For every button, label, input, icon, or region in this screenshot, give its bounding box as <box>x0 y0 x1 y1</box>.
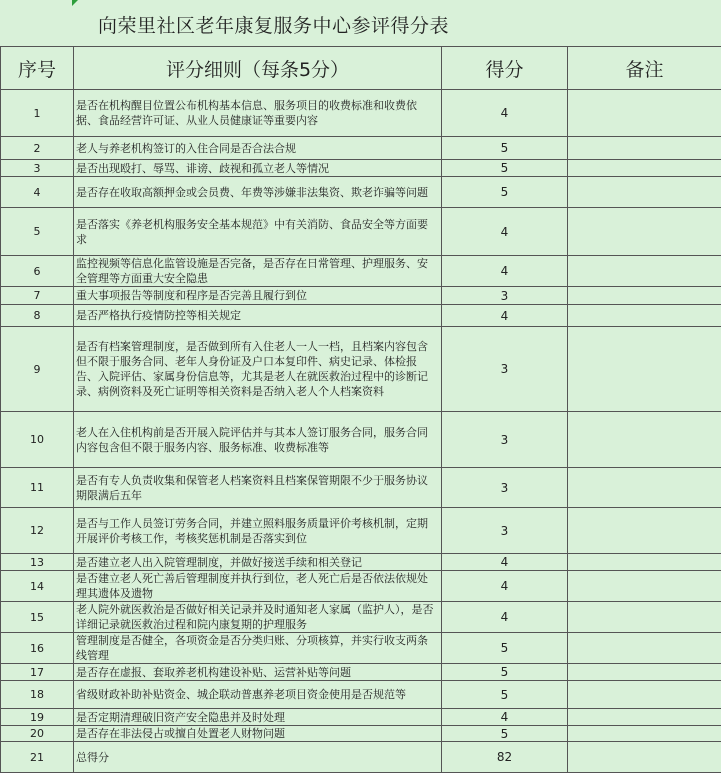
row-criteria[interactable]: 是否存在非法侵占或擅自处置老人财物问题 <box>74 726 442 742</box>
row-note[interactable] <box>568 554 721 571</box>
table-row <box>1 508 721 554</box>
table-row <box>1 468 721 508</box>
row-note[interactable] <box>568 137 721 160</box>
row-note[interactable] <box>568 287 721 305</box>
score-rows <box>1 90 721 773</box>
table-row <box>1 287 721 305</box>
row-note[interactable] <box>568 633 721 664</box>
table-row <box>1 327 721 412</box>
row-score[interactable]: 3 <box>442 468 568 508</box>
row-index[interactable]: 14 <box>1 571 74 602</box>
row-score[interactable]: 4 <box>442 554 568 571</box>
row-score[interactable]: 4 <box>442 90 568 137</box>
row-index[interactable]: 4 <box>1 177 74 208</box>
row-index[interactable]: 11 <box>1 468 74 508</box>
row-note[interactable] <box>568 664 721 681</box>
row-criteria[interactable]: 是否与工作人员签订劳务合同，并建立照料服务质量评价考核机制，定期开展评价考核工作，考核奖惩机制是否落实到位 <box>74 508 442 554</box>
row-score[interactable]: 3 <box>442 327 568 412</box>
row-score[interactable]: 5 <box>442 177 568 208</box>
row-score[interactable]: 3 <box>442 412 568 468</box>
row-score[interactable]: 5 <box>442 664 568 681</box>
row-criteria[interactable]: 老人与养老机构签订的入住合同是否合法合规 <box>74 137 442 160</box>
row-index[interactable]: 16 <box>1 633 74 664</box>
row-score[interactable]: 5 <box>442 633 568 664</box>
row-criteria[interactable]: 老人院外就医救治是否做好相关记录并及时通知老人家属（监护人），是否详细记录就医救治过程和院内康复期的护理服务 <box>74 602 442 633</box>
row-index[interactable]: 13 <box>1 554 74 571</box>
row-note[interactable] <box>568 208 721 256</box>
row-index[interactable]: 18 <box>1 681 74 709</box>
row-index[interactable]: 8 <box>1 305 74 327</box>
row-index[interactable]: 7 <box>1 287 74 305</box>
row-criteria[interactable]: 是否存在收取高额押金或会员费、年费等涉嫌非法集资、欺老诈骗等问题 <box>74 177 442 208</box>
row-index[interactable]: 17 <box>1 664 74 681</box>
row-index[interactable]: 12 <box>1 508 74 554</box>
row-criteria[interactable]: 是否落实《养老机构服务安全基本规范》中有关消防、食品安全等方面要求 <box>74 208 442 256</box>
row-score[interactable]: 4 <box>442 709 568 726</box>
row-index[interactable]: 10 <box>1 412 74 468</box>
row-index[interactable]: 19 <box>1 709 74 726</box>
table-row <box>1 256 721 287</box>
table-row <box>1 571 721 602</box>
row-criteria[interactable]: 是否有档案管理制度，是否做到所有入住老人一人一档，且档案内容包含但不限于服务合同、老年人身份证及户口本复印件、病史记录、体检报告、入院评估、家属身份信息等，尤其是老人在就医救治过程中的诊断记录、病例资料及死亡证明等相关资料是否纳入老人个人档案资料 <box>74 327 442 412</box>
row-score[interactable]: 4 <box>442 208 568 256</box>
row-score[interactable]: 5 <box>442 137 568 160</box>
row-criteria[interactable]: 是否有专人负责收集和保管老人档案资料且档案保管期限不少于服务协议期限满后五年 <box>74 468 442 508</box>
row-note[interactable] <box>568 160 721 177</box>
row-score[interactable]: 3 <box>442 287 568 305</box>
row-note[interactable] <box>568 742 721 773</box>
row-index[interactable]: 15 <box>1 602 74 633</box>
header-score: 得分 <box>442 47 568 90</box>
cell-indicator-icon <box>72 0 78 6</box>
table-row <box>1 709 721 726</box>
row-index[interactable]: 5 <box>1 208 74 256</box>
row-criteria[interactable]: 管理制度是否健全，各项资金是否分类归账、分项核算，并实行收支两条线管理 <box>74 633 442 664</box>
row-score[interactable]: 5 <box>442 726 568 742</box>
sheet-title: 向荣里社区老年康复服务中心参评得分表 <box>98 15 450 37</box>
table-row <box>1 90 721 137</box>
row-index[interactable]: 3 <box>1 160 74 177</box>
row-criteria[interactable]: 总得分 <box>74 742 442 773</box>
row-score[interactable]: 4 <box>442 256 568 287</box>
row-note[interactable] <box>568 468 721 508</box>
row-criteria[interactable]: 是否建立老人死亡善后管理制度并执行到位，老人死亡后是否依法依规处理其遗体及遗物 <box>74 571 442 602</box>
table-row <box>1 412 721 468</box>
row-note[interactable] <box>568 602 721 633</box>
row-note[interactable] <box>568 571 721 602</box>
header-note: 备注 <box>568 47 721 90</box>
table-row <box>1 208 721 256</box>
row-criteria[interactable]: 重大事项报告等制度和程序是否完善且履行到位 <box>74 287 442 305</box>
row-score[interactable]: 4 <box>442 305 568 327</box>
row-index[interactable]: 20 <box>1 726 74 742</box>
header-index: 序号 <box>1 47 74 90</box>
table-row <box>1 602 721 633</box>
row-note[interactable] <box>568 709 721 726</box>
row-index[interactable]: 9 <box>1 327 74 412</box>
row-score[interactable]: 5 <box>442 681 568 709</box>
row-index[interactable]: 6 <box>1 256 74 287</box>
row-criteria[interactable]: 是否定期清理破旧资产安全隐患并及时处理 <box>74 709 442 726</box>
row-note[interactable] <box>568 177 721 208</box>
row-criteria[interactable]: 是否在机构醒目位置公布机构基本信息、服务项目的收费标准和收费依据、食品经营许可证、从业人员健康证等重要内容 <box>74 90 442 137</box>
table-row <box>1 177 721 208</box>
row-score[interactable]: 4 <box>442 602 568 633</box>
header-row <box>1 47 721 90</box>
table-row <box>1 633 721 664</box>
row-score[interactable]: 4 <box>442 571 568 602</box>
table-row <box>1 664 721 681</box>
row-criteria[interactable]: 是否存在虚报、套取养老机构建设补贴、运营补贴等问题 <box>74 664 442 681</box>
row-index[interactable]: 1 <box>1 90 74 137</box>
table-row <box>1 160 721 177</box>
title-row <box>0 0 721 46</box>
row-criteria[interactable]: 监控视频等信息化监管设施是否完备，是否存在日常管理、护理服务、安全管理等方面重大安全隐患 <box>74 256 442 287</box>
header-criteria: 评分细则（每条5分） <box>74 47 442 90</box>
row-criteria[interactable]: 是否出现殴打、辱骂、诽谤、歧视和孤立老人等情况 <box>74 160 442 177</box>
score-table <box>0 46 721 773</box>
row-note[interactable] <box>568 327 721 412</box>
row-note[interactable] <box>568 90 721 137</box>
row-criteria[interactable]: 省级财政补助补贴资金、城企联动普惠养老项目资金使用是否规范等 <box>74 681 442 709</box>
row-note[interactable] <box>568 726 721 742</box>
row-note[interactable] <box>568 681 721 709</box>
row-score[interactable]: 3 <box>442 508 568 554</box>
table-row <box>1 742 721 773</box>
row-score[interactable]: 82 <box>442 742 568 773</box>
table-row <box>1 137 721 160</box>
row-criteria[interactable]: 是否建立老人出入院管理制度，并做好接送手续和相关登记 <box>74 554 442 571</box>
row-note[interactable] <box>568 256 721 287</box>
row-note[interactable] <box>568 305 721 327</box>
row-criteria[interactable]: 是否严格执行疫情防控等相关规定 <box>74 305 442 327</box>
row-score[interactable]: 5 <box>442 160 568 177</box>
row-index[interactable]: 2 <box>1 137 74 160</box>
row-criteria[interactable]: 老人在入住机构前是否开展入院评估并与其本人签订服务合同，服务合同内容包含但不限于服务内容、服务标准、收费标准等 <box>74 412 442 468</box>
table-row <box>1 305 721 327</box>
table-row <box>1 726 721 742</box>
row-note[interactable] <box>568 412 721 468</box>
row-index[interactable]: 21 <box>1 742 74 773</box>
table-row <box>1 681 721 709</box>
table-row <box>1 554 721 571</box>
row-note[interactable] <box>568 508 721 554</box>
